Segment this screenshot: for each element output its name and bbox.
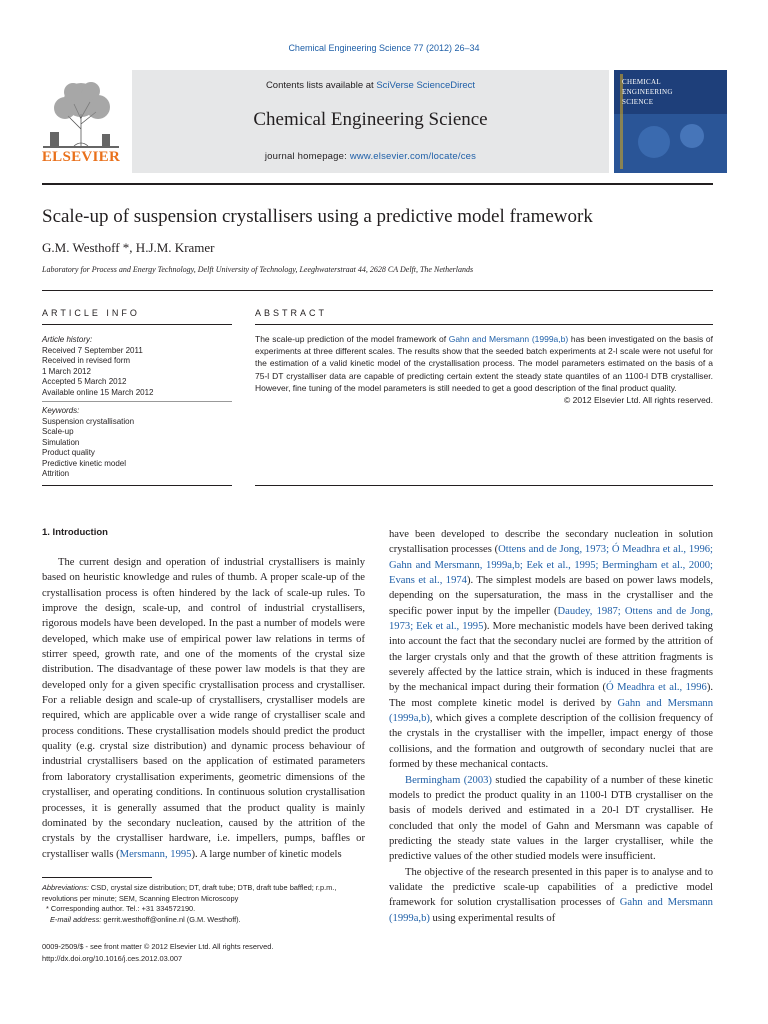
citation-link[interactable]: Daudey, 1987; Ottens and de Jong, 1973; Eek et al., 1995: [389, 605, 713, 633]
body-text: The current design and operation of industrial crystallisers is mainly based on heuristic knowledge and rules of thumb. A proper scale-up of the crystallisation process is often hindered by the lack of scale-up rules. To improve the design, scale-up, and control of industrial crystallisers, rigorous models have been developed. In the past a number of models were developed, which make use of empirical power law relations in terms of stirrer speed, growth rate, and one of the moments of the crystal size distribution. The disadvantage of these power law models is that they are developed only for a given specific crystallisation process and crystalliser. For a reliable design and scale-up of crystallisers, crystalliser models are required, which are applicable over a wide range of crystalliser scale and process conditions. These crystallisation models should predict the product quality (e.g. crystal size distribution) and dynamic process behaviour of industrial crystallisers based on the application of estimated parameters from laboratory crystallisation experiments, geometric dimensions of the crystalliser, and operating conditions. In continuous solution crystallisation processes, it is generally assumed that the product quality is mainly dominated by the secondary nucleation, caused by the attrition of the crystals by the crystalliser hardware, i.e. impellers, pumps, baffles or crystalliser walls (: [42, 557, 365, 860]
citation-link[interactable]: Gahn and Mersmann (1999a,b): [389, 697, 713, 725]
affiliation: Laboratory for Process and Energy Technology, Delft University of Technology, Leeghwaterstraat 44, 2628 CA Delft, The Netherlands: [42, 265, 474, 274]
history-label: Article history:: [42, 335, 93, 344]
cover-title: [622, 77, 673, 107]
header-rule: [42, 183, 713, 185]
email-label: E-mail address:: [50, 914, 102, 924]
paragraph: [389, 773, 713, 865]
abstract-copyright: © 2012 Elsevier Ltd. All rights reserved.: [564, 395, 713, 406]
keyword: Scale-up: [42, 427, 74, 436]
journal-cover: [614, 70, 727, 173]
keyword: Attrition: [42, 469, 70, 478]
body-text: ). The simplest models are based on power laws models, depending on the supersaturation, the mass in the crystalliser and the specific power input by the impeller (: [389, 575, 713, 617]
corresponding-author: * Corresponding author. Tel.: +31 334572190.: [46, 904, 196, 913]
abbreviations-label: Abbreviations:: [42, 883, 89, 892]
footnote-rule: [42, 877, 152, 878]
abstract-text: The scale-up prediction of the model framework of: [255, 334, 449, 344]
history-item: 1 March 2012: [42, 366, 91, 376]
doi-link[interactable]: http://dx.doi.org/10.1016/j.ces.2012.03.007: [42, 953, 183, 963]
keyword: Predictive kinetic model: [42, 458, 127, 468]
history-item: Received in revised form: [42, 356, 131, 365]
article-title: Scale-up of suspension crystallisers using a predictive model framework: [42, 206, 593, 227]
body-text: ). The most complete kinetic model is derived by: [389, 682, 713, 709]
keyword: Suspension crystallisation: [42, 416, 135, 426]
history-item: Accepted 5 March 2012: [42, 377, 127, 386]
body-text: , which gives a complete description of the collision frequency of the crystals in the crystalliser with the impeller, impact energy of those collisions, and the formation and outgrowth of secondary nuclei that are formed by these mechanical contacts.: [389, 713, 713, 771]
sciencedirect-link[interactable]: SciVerse ScienceDirect: [376, 80, 476, 91]
citation-link[interactable]: Bermingham (2003): [405, 774, 492, 786]
abstract-bottom-rule: [255, 485, 713, 486]
section-heading-introduction: 1. Introduction: [42, 527, 108, 538]
email-footnote: [42, 915, 365, 926]
contents-line: [132, 80, 609, 91]
body-text: have been developed to describe the secondary nucleation in solution crystallisation processes (: [389, 529, 713, 556]
cover-title-line: SCIENCE: [622, 98, 654, 106]
article-info-heading: ARTICLE INFO: [42, 308, 140, 318]
keyword: Simulation: [42, 437, 80, 447]
citation-link[interactable]: Gahn and Mersmann (1999a,b): [389, 897, 713, 924]
keywords-block: [42, 406, 232, 480]
issn-line: 0009-2509/$ - see front matter © 2012 Elsevier Ltd. All rights reserved.: [42, 942, 274, 951]
abstract-text: has been investigated on the basis of experiments at three different scales. The results show that the seeded batch experiments at 2-l scale were not useful for the estimation of a valid kinetic model of the crystallisation process. The model parameters estimated on the basis of a 75-l DT crystalliser data are capable of predicting certain extent the steady state quantiles of an 1100-l DTB crystalliser. However, fine tuning of the model parameters is still needed to get a good description of the final product quality.: [255, 334, 714, 393]
citation-link[interactable]: Mersmann, 1995: [119, 848, 192, 860]
citation-link[interactable]: Ó Meadhra et al., 1996: [606, 682, 707, 694]
title-rule: [42, 290, 713, 291]
paragraph: [389, 865, 713, 926]
body-text: ). More mechanistic models have been derived taking into account the fact that the secondary nuclei are formed by the attrition of the larger crystals only and that the growth of these attrition fragments is severely affected by the lattice strain, which is induced in these fragments by the mechanical impact during their formation (: [389, 621, 713, 694]
homepage-link[interactable]: www.elsevier.com/locate/ces: [349, 151, 477, 162]
history-divider: [42, 401, 232, 402]
email-address[interactable]: gerrit.westhoff@online.nl (G.M. Westhoff).: [101, 914, 241, 924]
front-matter: [42, 941, 365, 964]
history-item: Available online 15 March 2012: [42, 387, 154, 397]
citation-link[interactable]: Ottens and de Jong, 1973; Ó Meadhra et al., 1996; Gahn and Mersmann, 1999a,b; Eek et al., 1995; Bermingham et al., 2000; Evans et al., 1974: [389, 544, 713, 587]
citation-link[interactable]: Gahn and Mersmann (1999a,b): [448, 334, 569, 344]
contents-prefix: Contents lists available at: [265, 80, 377, 91]
body-text: ). A large number of kinetic models: [191, 848, 342, 860]
homepage-line: [132, 151, 609, 162]
homepage-prefix: journal homepage:: [264, 151, 350, 162]
journal-title: Chemical Engineering Science: [253, 109, 488, 130]
body-text: studied the capability of a number of these kinetic models to predict the product quality in an 1100-l DTB crystalliser on the basis of models derived and estimated in a 20-l DT crystalliser. He concluded that only the model of Gahn and Mersmann was capable of predicting the steady state values in the larger crystalliser, while the predictive values of the other studied models were insufficient.: [389, 774, 713, 863]
body-column-left: [42, 555, 365, 862]
journal-citation[interactable]: Chemical Engineering Science 77 (2012) 26–34: [288, 43, 480, 53]
info-bottom-rule: [42, 485, 232, 486]
body-text: using experimental results of: [429, 912, 556, 924]
footnotes: [42, 883, 365, 925]
authors: G.M. Westhoff *, H.J.M. Kramer: [42, 240, 215, 255]
cover-title-line: ENGINEERING: [622, 88, 673, 96]
abbreviations-footnote: [42, 883, 365, 904]
body-column-right: [389, 527, 713, 926]
keywords-label: Keywords:: [42, 406, 80, 415]
abstract-heading: ABSTRACT: [255, 308, 328, 318]
abbreviations-text: CSD, crystal size distribution; DT, draft tube; DTB, draft tube baffled; r.p.m., revolutions per minute; SEM, Scanning Electron Microscopy: [42, 883, 337, 903]
article-history: [42, 335, 232, 398]
paragraph: [389, 527, 713, 773]
info-rule: [42, 324, 232, 325]
body-text: The objective of the research presented in this paper is to analyse and to validate the predictive scale-up capabilities of a predictive model framework for solution crystallisation processes of: [389, 866, 713, 909]
abstract-body: [255, 333, 713, 406]
abstract-rule: [255, 324, 713, 325]
keyword: Product quality: [42, 448, 95, 457]
history-item: Received 7 September 2011: [42, 345, 143, 355]
cover-title-line: CHEMICAL: [622, 78, 661, 86]
publisher-wordmark: ELSEVIER: [41, 149, 121, 165]
paragraph: [42, 555, 365, 862]
